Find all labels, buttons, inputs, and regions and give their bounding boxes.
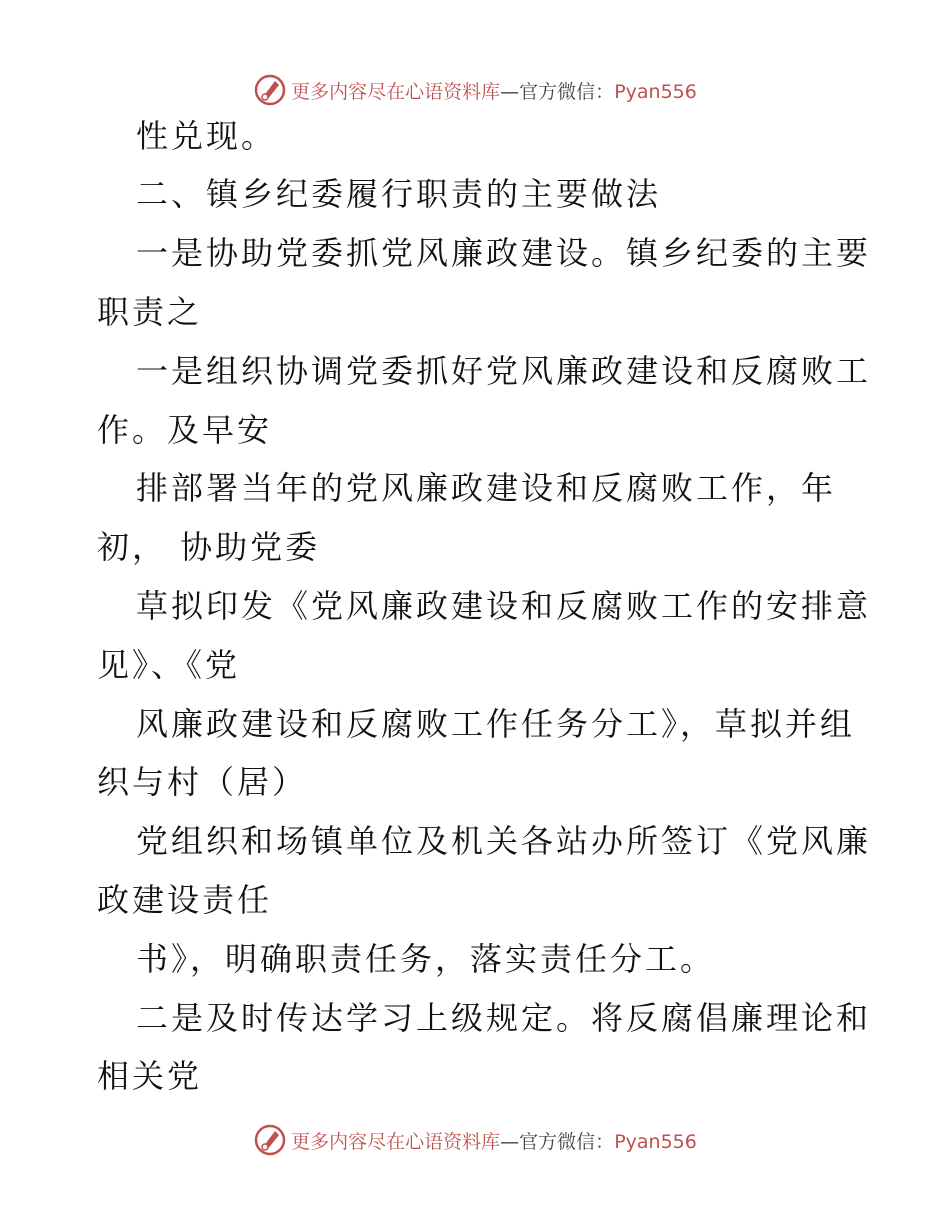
body-line-9: 草拟印发《党风廉政建设和反腐败工作的安排意 [136, 587, 872, 625]
header-banner-text [291, 77, 697, 104]
header-dash: — [500, 80, 520, 103]
header-banner [0, 70, 950, 110]
body-line-1: 性兑现。 [136, 117, 277, 155]
body-line-6: 作。及早安 [97, 411, 273, 449]
body-line-11: 风廉政建设和反腐败工作任务分工》，草拟并组 [136, 705, 856, 743]
body-line-13: 党组织和场镇单位及机关各站办所签订《党风廉 [136, 822, 872, 860]
header-site-text: 更多内容尽在心语资料库 [291, 80, 501, 103]
body-line-10: 见》、《党 [97, 646, 241, 684]
body-line-4: 职责之 [97, 293, 203, 331]
body-line-3: 一是协助党委抓党风廉政建设。镇乡纪委的主要 [136, 234, 872, 272]
footer-site-text: 更多内容尽在心语资料库 [291, 1130, 501, 1153]
footer-banner-text [291, 1127, 697, 1154]
header-wechat-id: Pyan556 [614, 80, 697, 103]
footer-wechat-id: Pyan556 [614, 1130, 697, 1153]
body-line-17: 相关党 [97, 1057, 203, 1095]
body-line-8: 初， 协助党委 [97, 528, 321, 566]
body-line-12: 织与村（居） [97, 763, 308, 801]
body-line-14: 政建设责任 [97, 881, 273, 919]
header-official-text: 官方微信： [519, 80, 615, 103]
footer-official-text: 官方微信： [519, 1130, 615, 1153]
body-line-16: 二是及时传达学习上级规定。将反腐倡廉理论和 [136, 999, 872, 1037]
body-line-15: 书》，明确职责任务，落实责任分工。 [136, 940, 716, 978]
body-line-7: 排部署当年的党风廉政建设和反腐败工作，年 [136, 469, 837, 507]
body-line-5: 一是组织协调党委抓好党风廉政建设和反腐败工 [136, 352, 872, 390]
pen-nib-logo-icon [253, 73, 287, 107]
pen-nib-logo-icon [253, 1123, 287, 1157]
footer-banner [0, 1120, 950, 1160]
body-line-2: 二、镇乡纪委履行职责的主要做法 [136, 175, 662, 213]
footer-dash: — [500, 1130, 520, 1153]
